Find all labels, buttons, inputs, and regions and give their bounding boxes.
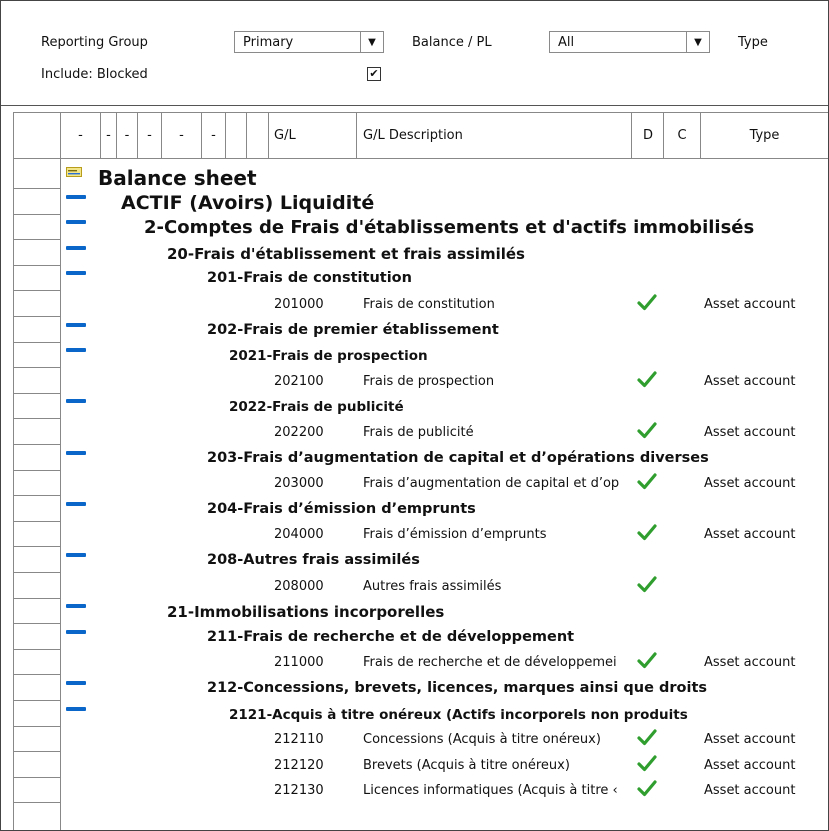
chevron-down-icon[interactable]: ▼	[686, 32, 709, 52]
heading-row[interactable]	[61, 163, 828, 189]
col-level-3-header[interactable]: -	[117, 112, 138, 158]
heading-row[interactable]	[61, 496, 828, 522]
collapse-dash-icon[interactable]	[66, 220, 86, 224]
heading-label: ACTIF (Avoirs) Liquidité	[121, 191, 375, 214]
col-level-6-header[interactable]: -	[202, 112, 226, 158]
heading-label: 208-Autres frais assimilés	[207, 552, 420, 568]
collapse-dash-icon[interactable]	[66, 451, 86, 455]
checkmark-icon	[636, 777, 658, 799]
account-row[interactable]	[61, 419, 828, 445]
heading-label: 2022-Frais de publicité	[229, 399, 404, 416]
account-row[interactable]	[61, 649, 828, 675]
row-selector[interactable]	[13, 393, 60, 419]
row-selector-header	[13, 112, 61, 158]
balance-pl-label: Balance / PL	[412, 35, 492, 50]
col-level-4-header[interactable]: -	[138, 112, 162, 158]
heading-label: 2-Comptes de Frais d'établissements et d'actifs immobilisés	[144, 217, 755, 239]
heading-label: 202-Frais de premier établissement	[207, 321, 499, 338]
heading-row[interactable]	[61, 342, 828, 368]
row-selector[interactable]	[13, 240, 60, 266]
heading-label: 204-Frais d’émission d’emprunts	[207, 500, 476, 517]
gl-description: Frais de prospection	[363, 373, 495, 389]
gl-grid	[1, 105, 828, 830]
heading-row[interactable]	[61, 317, 828, 343]
grid-header	[13, 112, 828, 159]
checkmark-icon	[636, 726, 658, 748]
row-selector[interactable]	[13, 777, 60, 803]
account-type: Asset account	[704, 783, 796, 799]
balance-pl-value: All	[558, 35, 575, 50]
account-type: Asset account	[704, 757, 796, 773]
gl-number: 202100	[274, 373, 324, 389]
account-row[interactable]	[61, 521, 828, 547]
collapse-dash-icon[interactable]	[66, 399, 86, 403]
gl-description: Concessions (Acquis à titre onéreux)	[363, 732, 601, 748]
account-type: Asset account	[704, 655, 796, 671]
heading-row[interactable]	[61, 624, 828, 650]
gl-description: Frais de publicité	[363, 425, 474, 440]
gl-number: 208000	[274, 578, 324, 594]
row-selector[interactable]	[13, 598, 60, 624]
gl-number: 212120	[274, 757, 324, 773]
row-selector[interactable]	[13, 291, 60, 317]
account-row[interactable]	[61, 752, 828, 778]
heading-row[interactable]	[61, 598, 828, 624]
account-row[interactable]	[61, 726, 828, 752]
account-row[interactable]	[61, 291, 828, 317]
row-selector[interactable]	[13, 419, 60, 445]
account-type: Asset account	[704, 297, 796, 312]
gl-number: 212110	[274, 732, 324, 748]
heading-label: 2021-Frais de prospection	[229, 348, 428, 365]
col-gl-header[interactable]: G/L	[269, 112, 357, 158]
col-type-header[interactable]: Type	[749, 127, 780, 143]
collapse-dash-icon[interactable]	[66, 195, 86, 199]
collapse-dash-icon[interactable]	[66, 553, 86, 557]
heading-row[interactable]	[61, 265, 828, 291]
collapse-dash-icon[interactable]	[66, 630, 86, 634]
row-selector[interactable]	[13, 701, 60, 727]
account-row[interactable]	[61, 777, 828, 803]
row-selector[interactable]	[13, 445, 60, 471]
include-blocked-checkbox[interactable]: ✔	[367, 67, 381, 81]
gl-number: 212130	[274, 783, 324, 799]
heading-row[interactable]	[61, 214, 828, 240]
row-selector[interactable]	[13, 624, 60, 650]
checkmark-icon	[636, 573, 658, 595]
row-selector[interactable]	[13, 342, 60, 368]
collapse-dash-icon[interactable]	[66, 246, 86, 250]
gl-description: Brevets (Acquis à titre onéreux)	[363, 757, 570, 773]
heading-label: 20-Frais d'établissement et frais assimilés	[167, 244, 525, 263]
collapse-dash-icon[interactable]	[66, 681, 86, 685]
account-row[interactable]	[61, 470, 828, 496]
checkmark-icon	[636, 521, 658, 543]
account-row[interactable]	[61, 368, 828, 394]
row-selector[interactable]	[13, 675, 60, 701]
heading-label: 212-Concessions, brevets, licences, marques ainsi que droits	[207, 680, 708, 696]
gl-description: Frais d’augmentation de capital et d’op	[363, 476, 620, 492]
row-selector[interactable]	[13, 726, 60, 752]
checkmark-icon	[636, 291, 658, 313]
heading-row[interactable]	[61, 189, 828, 215]
row-selector[interactable]	[13, 317, 60, 343]
row-selector[interactable]	[13, 649, 60, 675]
reporting-group-label: Reporting Group	[41, 35, 148, 50]
collapse-dash-icon[interactable]	[66, 348, 86, 352]
row-selector[interactable]	[13, 573, 60, 599]
gl-number: 203000	[274, 476, 324, 492]
gl-number: 201000	[274, 297, 324, 312]
collapse-dash-icon[interactable]	[66, 271, 86, 275]
checkmark-icon	[636, 470, 658, 492]
heading-label: 201-Frais de constitution	[207, 270, 412, 287]
row-selector[interactable]	[13, 368, 60, 394]
row-selector[interactable]	[13, 470, 60, 496]
heading-label: 211-Frais de recherche et de développement	[207, 628, 575, 645]
heading-row[interactable]	[61, 701, 828, 727]
gl-description: Frais d’émission d’emprunts	[363, 527, 547, 543]
reporting-group-value: Primary	[243, 35, 294, 50]
collapse-dash-icon[interactable]	[66, 707, 86, 711]
row-selector[interactable]	[13, 752, 60, 778]
col-d-header[interactable]: D	[633, 112, 664, 158]
filter-panel	[1, 1, 828, 106]
checkmark-icon	[636, 419, 658, 441]
gl-description: Frais de constitution	[363, 297, 495, 312]
col-level-1-header[interactable]: -	[61, 112, 101, 158]
include-blocked-label: Include: Blocked	[41, 67, 148, 82]
gl-number: 211000	[274, 655, 324, 671]
heading-row[interactable]	[61, 675, 828, 701]
account-type: Asset account	[704, 527, 796, 543]
account-type: Asset account	[704, 732, 796, 748]
chevron-down-icon[interactable]: ▼	[360, 32, 383, 52]
heading-row[interactable]	[61, 240, 828, 266]
note-icon[interactable]	[66, 165, 82, 178]
account-row[interactable]	[61, 573, 828, 599]
row-selector[interactable]	[13, 163, 60, 189]
col-gl-description-header[interactable]: G/L Description	[358, 112, 632, 158]
col-c-header[interactable]: C	[664, 112, 701, 158]
col-level-5-header[interactable]: -	[162, 112, 202, 158]
balance-pl-select[interactable]	[549, 31, 710, 53]
col-level-2-header[interactable]: -	[101, 112, 117, 158]
heading-label: 203-Frais d’augmentation de capital et d’opérations diverses	[207, 449, 709, 466]
row-selector[interactable]	[13, 496, 60, 522]
gl-number: 202200	[274, 425, 324, 440]
collapse-dash-icon[interactable]	[66, 604, 86, 608]
checkmark-icon	[636, 368, 658, 390]
gl-description: Licences informatiques (Acquis à titre ‹	[363, 783, 618, 799]
heading-row[interactable]	[61, 393, 828, 419]
account-type: Asset account	[704, 373, 796, 389]
row-selector[interactable]	[13, 189, 60, 215]
heading-row[interactable]	[61, 547, 828, 573]
collapse-dash-icon[interactable]	[66, 323, 86, 327]
account-type: Asset account	[704, 476, 796, 492]
row-selector[interactable]	[13, 214, 60, 240]
row-selector[interactable]	[13, 265, 60, 291]
heading-label: 21-Immobilisations incorporelles	[167, 603, 445, 622]
heading-label: Balance sheet	[98, 166, 257, 190]
heading-row[interactable]	[61, 445, 828, 471]
checkmark-icon	[636, 752, 658, 774]
row-selector[interactable]	[13, 521, 60, 547]
account-type: Asset account	[704, 425, 796, 440]
row-selector[interactable]	[13, 547, 60, 573]
reporting-group-select[interactable]	[234, 31, 384, 53]
heading-label: 2121-Acquis à titre onéreux (Actifs incorporels non produits	[229, 706, 688, 723]
collapse-dash-icon[interactable]	[66, 502, 86, 506]
checkmark-icon	[636, 649, 658, 671]
gl-number: 204000	[274, 527, 324, 543]
gl-description: Autres frais assimilés	[363, 578, 502, 594]
type-filter-label: Type	[738, 35, 768, 50]
gl-description: Frais de recherche et de développemei	[363, 655, 617, 671]
